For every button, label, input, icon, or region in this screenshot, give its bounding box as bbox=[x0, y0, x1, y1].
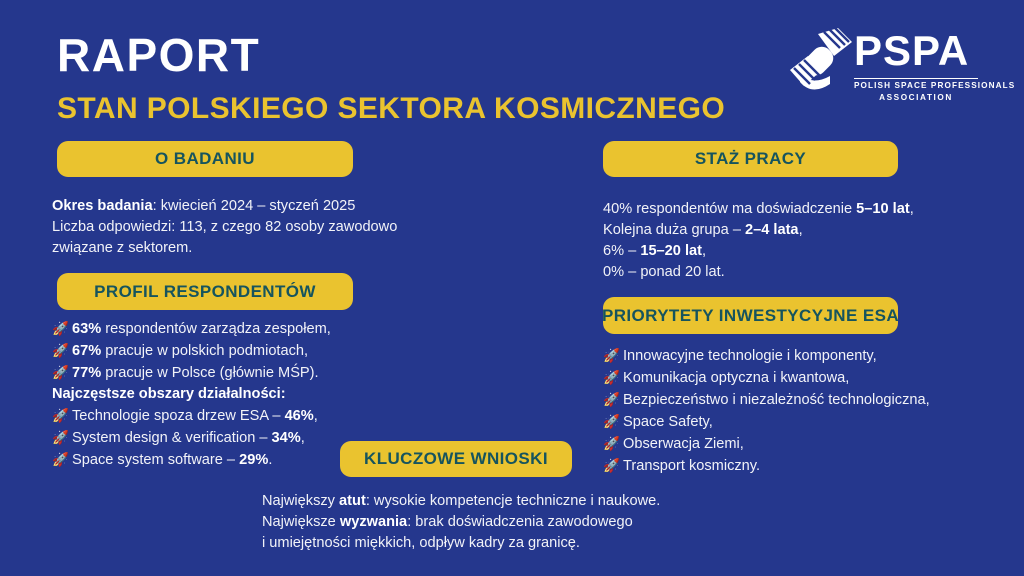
conclusion-line-1-pre: Największy bbox=[262, 493, 340, 509]
rocket-icon: 🚀 bbox=[52, 343, 69, 358]
list-item bbox=[603, 389, 1003, 411]
rocket-icon: 🚀 bbox=[52, 452, 69, 467]
rocket-icon: 🚀 bbox=[603, 392, 620, 407]
rocket-icon: 🚀 bbox=[603, 414, 620, 429]
satellite-icon bbox=[778, 26, 860, 106]
profile-area-2-value: 34% bbox=[271, 430, 301, 446]
experience-line-1-post: , bbox=[909, 201, 914, 217]
profile-area-3-value: 29% bbox=[239, 452, 269, 468]
experience-line-2 bbox=[603, 222, 803, 238]
profile-area-3-text: Space system software – bbox=[72, 452, 240, 468]
experience-line-3 bbox=[603, 243, 706, 259]
list-item bbox=[52, 318, 452, 340]
about-line1-rest: : kwiecień 2024 – styczeń 2025 bbox=[152, 198, 356, 214]
rocket-icon: 🚀 bbox=[52, 408, 69, 423]
priority-6: Transport kosmiczny. bbox=[623, 458, 761, 474]
profile-stat-1-value: 63% bbox=[72, 321, 102, 337]
profile-stat-3-text: pracuje w Polsce (głównie MŚP). bbox=[101, 365, 319, 381]
section-header-experience: STAŻ PRACY bbox=[603, 141, 898, 177]
profile-area-2-text: System design & verification – bbox=[72, 430, 272, 446]
logo-tagline-line2: ASSOCIATION bbox=[879, 93, 953, 102]
list-item bbox=[603, 433, 1003, 455]
experience-line-1 bbox=[603, 201, 914, 217]
conclusion-line-3: i umiejętności miękkich, odpływ kadry za granicę. bbox=[262, 535, 580, 551]
logo-wordmark: PSPA bbox=[854, 27, 970, 74]
list-item bbox=[603, 411, 1003, 433]
rocket-icon: 🚀 bbox=[52, 430, 69, 445]
conclusion-line-2 bbox=[262, 514, 633, 530]
about-line3: związane z sektorem. bbox=[52, 240, 193, 256]
section-header-about: O BADANIU bbox=[57, 141, 353, 177]
priority-4: Space Safety, bbox=[623, 414, 713, 430]
logo-tagline-line1: POLISH SPACE PROFESSIONALS bbox=[854, 81, 1016, 90]
experience-line-2-bold: 2–4 lata bbox=[745, 222, 799, 238]
profile-stat-2-text: pracuje w polskich podmiotach, bbox=[101, 343, 309, 359]
section-body-about bbox=[52, 196, 482, 259]
rocket-icon: 🚀 bbox=[52, 365, 69, 380]
list-item bbox=[603, 367, 1003, 389]
list-item bbox=[52, 340, 452, 362]
priority-2: Komunikacja optyczna i kwantowa, bbox=[623, 370, 850, 386]
list-item bbox=[52, 362, 452, 384]
experience-line-2-post: , bbox=[798, 222, 803, 238]
rocket-icon: 🚀 bbox=[603, 348, 620, 363]
experience-line-1-bold: 5–10 lat bbox=[856, 201, 910, 217]
profile-subheading: Najczęstsze obszary działalności: bbox=[52, 386, 286, 402]
rocket-icon: 🚀 bbox=[603, 370, 620, 385]
page-title: RAPORT bbox=[57, 29, 261, 81]
experience-line-3-bold: 15–20 lat bbox=[640, 243, 702, 259]
conclusion-line-2-bold: wyzwania bbox=[339, 514, 408, 530]
conclusion-line-1-post: : wysokie kompetencje techniczne i naukowe. bbox=[365, 493, 661, 509]
section-header-conclusions: KLUCZOWE WNIOSKI bbox=[340, 441, 572, 477]
priority-3: Bezpieczeństwo i niezależność technologiczna, bbox=[623, 392, 930, 408]
profile-area-1-tail: , bbox=[313, 408, 318, 424]
list-item bbox=[603, 345, 1003, 367]
profile-area-2-tail: , bbox=[300, 430, 305, 446]
conclusion-line-1 bbox=[262, 493, 660, 509]
rocket-icon: 🚀 bbox=[52, 321, 69, 336]
section-header-profile: PROFIL RESPONDENTÓW bbox=[57, 273, 353, 310]
list-item bbox=[52, 405, 452, 427]
section-body-priorities bbox=[603, 345, 1003, 477]
profile-area-3-tail: . bbox=[268, 452, 273, 468]
pspa-logo bbox=[778, 24, 1016, 110]
logo-divider bbox=[854, 78, 978, 79]
about-line2: Liczba odpowiedzi: 113, z czego 82 osoby zawodowo bbox=[52, 219, 398, 235]
profile-stat-3-value: 77% bbox=[72, 365, 102, 381]
list-item bbox=[603, 455, 1003, 477]
rocket-icon: 🚀 bbox=[603, 458, 620, 473]
rocket-icon: 🚀 bbox=[603, 436, 620, 451]
conclusion-line-2-post: : brak doświadczenia zawodowego bbox=[407, 514, 633, 530]
experience-line-2-pre: Kolejna duża grupa – bbox=[603, 222, 745, 238]
profile-area-1-value: 46% bbox=[284, 408, 314, 424]
section-body-conclusions bbox=[262, 491, 782, 554]
conclusion-line-1-bold: atut bbox=[339, 493, 366, 509]
experience-line-3-pre: 6% – bbox=[603, 243, 641, 259]
page-subtitle: STAN POLSKIEGO SEKTORA KOSMICZNEGO bbox=[57, 92, 726, 125]
experience-line-3-post: , bbox=[702, 243, 707, 259]
section-header-priorities: PRIORYTETY INWESTYCYJNE ESA bbox=[603, 297, 898, 334]
profile-stat-1-text: respondentów zarządza zespołem, bbox=[101, 321, 331, 337]
experience-line-1-pre: 40% respondentów ma doświadczenie bbox=[603, 201, 857, 217]
profile-stat-2-value: 67% bbox=[72, 343, 102, 359]
section-body-experience bbox=[603, 199, 1003, 283]
priority-5: Obserwacja Ziemi, bbox=[623, 436, 744, 452]
priority-1: Innowacyjne technologie i komponenty, bbox=[623, 348, 877, 364]
conclusion-line-2-pre: Największe bbox=[262, 514, 340, 530]
profile-area-1-text: Technologie spoza drzew ESA – bbox=[72, 408, 285, 424]
about-line1-bold: Okres badania bbox=[52, 198, 153, 214]
experience-line-4: 0% – ponad 20 lat. bbox=[603, 264, 725, 280]
